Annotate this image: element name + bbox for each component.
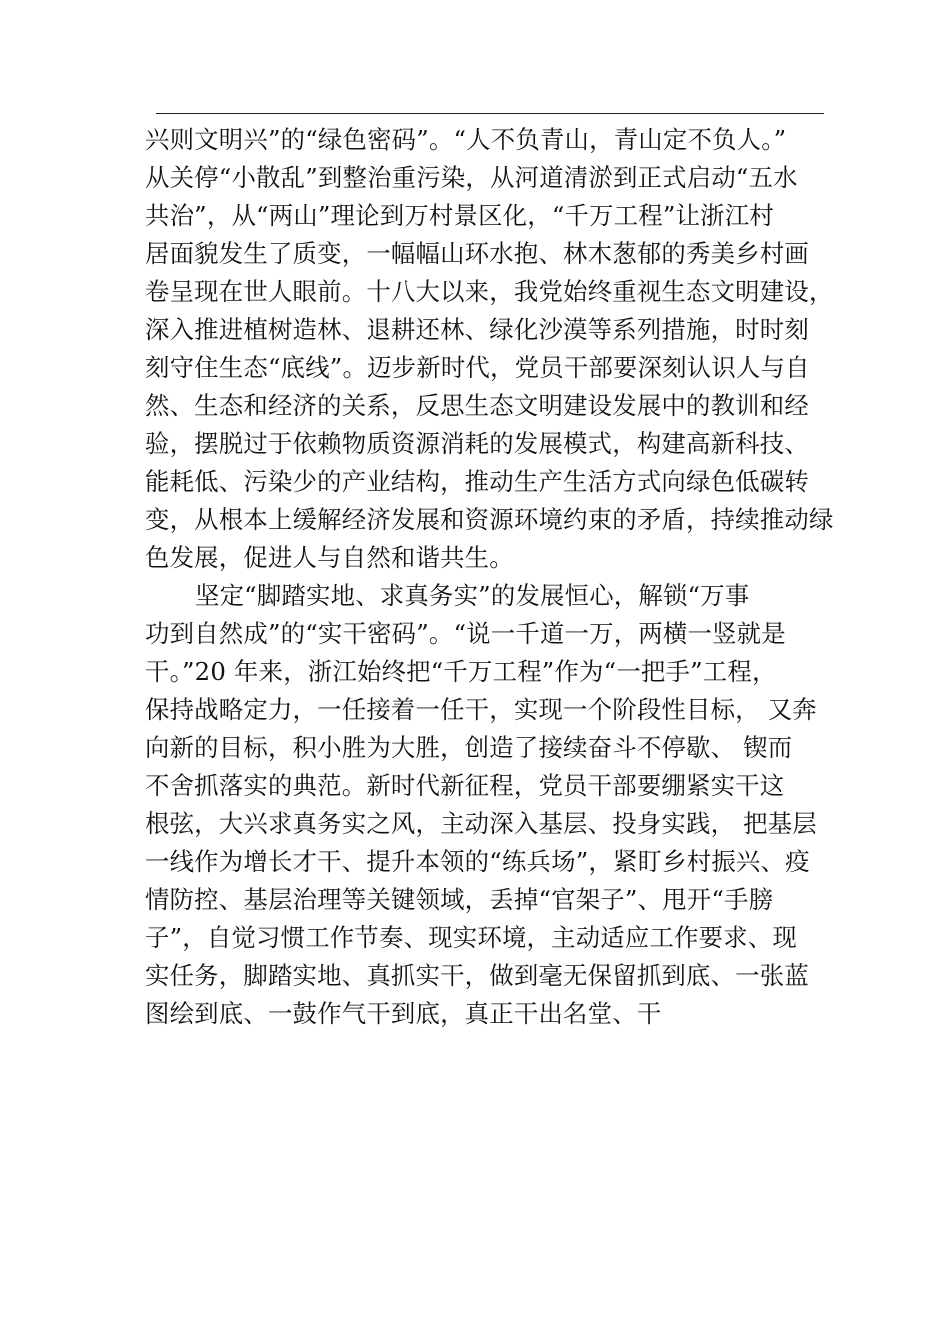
text-line: 情防控、基层治理等关键领域，丢掉“官架子”、甩开“手膀	[145, 885, 774, 914]
text-line: 保持战略定力，一任接着一任干，实现一个阶段性目标， 又奔	[145, 695, 817, 724]
text-line: 变，从根本上缓解经济发展和资源环境约束的矛盾，持续推动绿	[145, 505, 834, 534]
text-line: 从关停“小散乱”到整治重污染，从河道清淤到正式启动“五水	[145, 163, 798, 192]
text-line: 卷呈现在世人眼前。十八大以来，我党始终重视生态文明建设，	[145, 277, 834, 306]
text-line: 子”，自觉习惯工作节奏、现实环境，主动适应工作要求、现	[145, 923, 798, 952]
text-line: 刻守住生态“底线”。迈步新时代，党员干部要深刻认识人与自	[145, 353, 810, 382]
text-line: 居面貌发生了质变，一幅幅山环水抱、林木葱郁的秀美乡村画	[145, 239, 809, 268]
text-line: 干。”20 年来，浙江始终把“千万工程”作为“一把手”工程，	[145, 657, 777, 686]
header-rule	[156, 113, 824, 114]
text-line: 不舍抓落实的典范。新时代新征程，党员干部要绷紧实干这	[145, 771, 785, 800]
text-line: 然、生态和经济的关系，反思生态文明建设发展中的教训和经	[145, 391, 809, 420]
text-line: 深入推进植树造林、退耕还林、绿化沙漠等系列措施，时时刻	[145, 315, 809, 344]
text-line: 共治”，从“两山”理论到万村景区化，“千万工程”让浙江村	[145, 201, 774, 230]
text-line: 功到自然成”的“实干密码”。“说一千道一万，两横一竖就是	[145, 619, 786, 648]
text-line: 根弦，大兴求真务实之风，主动深入基层、投身实践， 把基层	[145, 809, 817, 838]
text-line: 实任务，脚踏实地、真抓实干，做到毫无保留抓到底、一张蓝	[145, 961, 809, 990]
text-line: 色发展，促进人与自然和谐共生。	[145, 543, 514, 572]
document-body	[145, 121, 845, 1033]
paragraph-start-line: 坚定“脚踏实地、求真务实”的发展恒心，解锁“万事	[195, 581, 750, 610]
text-line: 验，摆脱过于依赖物质资源消耗的发展模式，构建高新科技、	[145, 429, 809, 458]
text-line: 向新的目标，积小胜为大胜，创造了接续奋斗不停歇、 锲而	[145, 733, 793, 762]
text-line: 兴则文明兴”的“绿色密码”。“人不负青山，青山定不负人。”	[145, 125, 787, 154]
text-line: 一线作为增长才干、提升本领的“练兵场”，紧盯乡村振兴、疫	[145, 847, 810, 876]
text-line: 图绘到底、一鼓作气干到底，真正干出名堂、干	[145, 999, 662, 1028]
text-line: 能耗低、污染少的产业结构，推动生产生活方式向绿色低碳转	[145, 467, 809, 496]
